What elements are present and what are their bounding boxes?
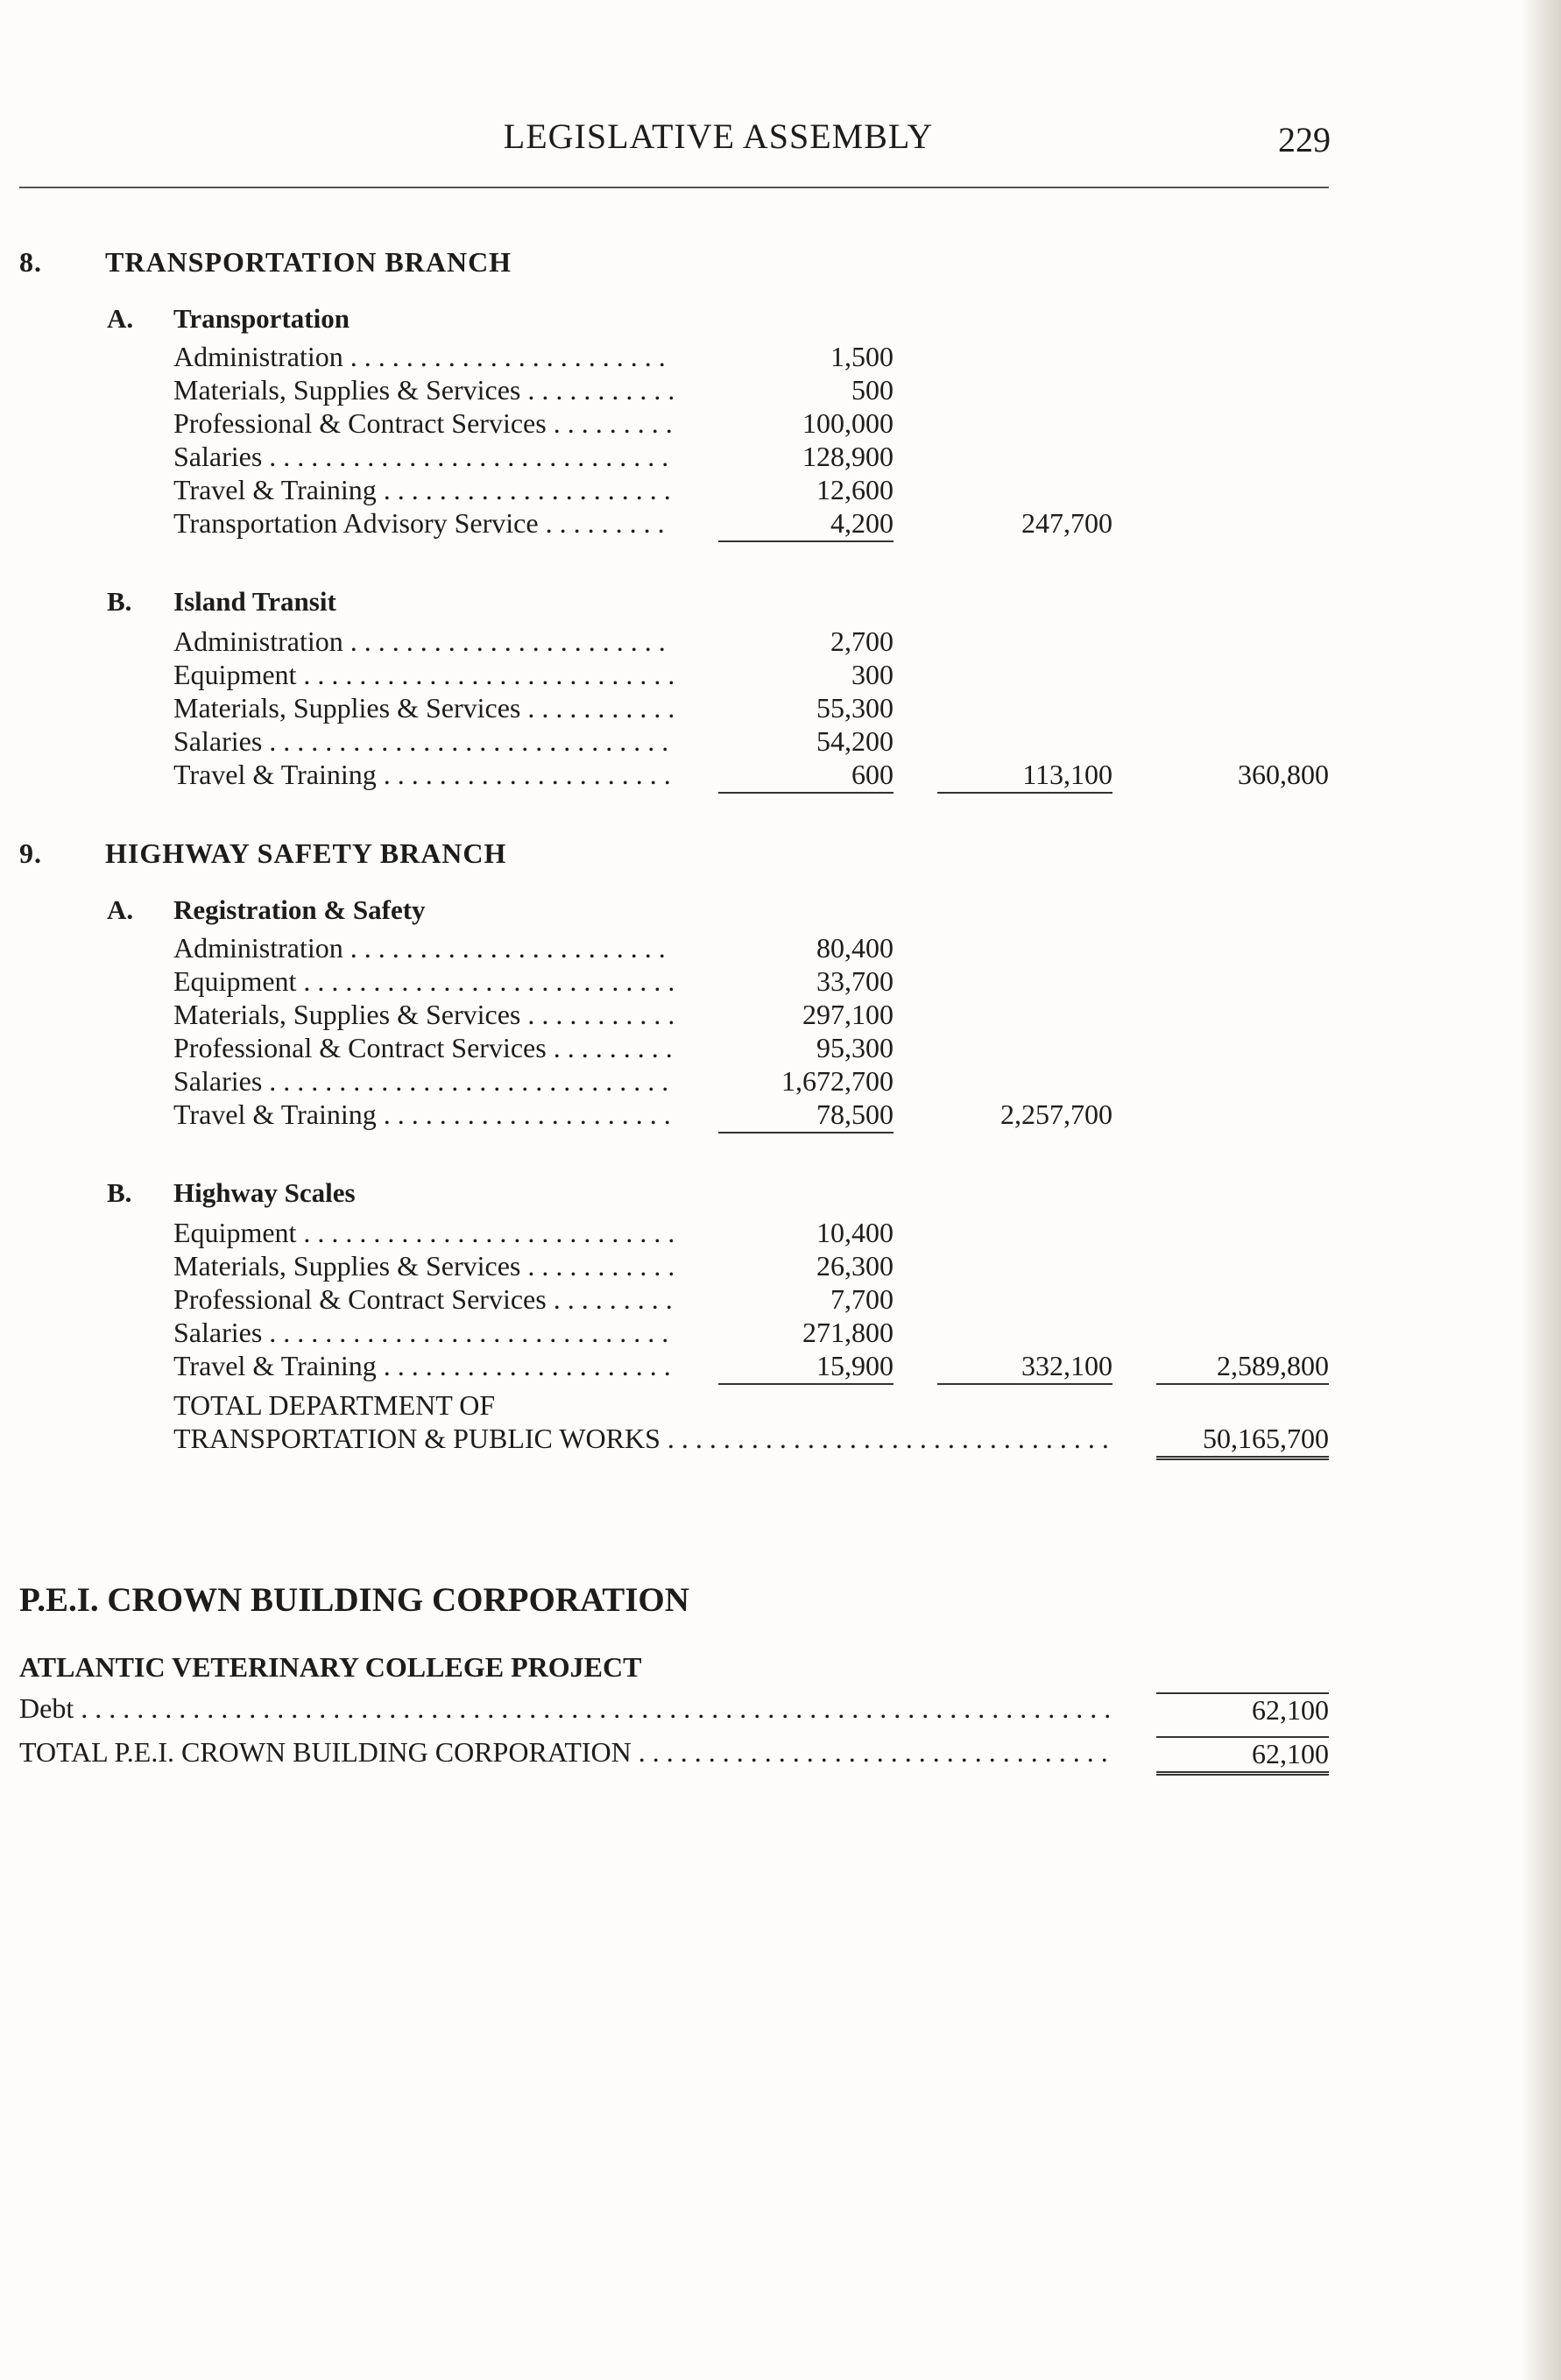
line-item-amount: 15,900 bbox=[718, 1350, 894, 1385]
line-item-label: Professional & Contract Services . . . bbox=[173, 1032, 673, 1065]
subsection-heading: Highway Scales bbox=[173, 1177, 356, 1208]
subsection-subtotal: 332,100 bbox=[937, 1350, 1112, 1385]
line-item-label: Equipment . . . bbox=[173, 659, 673, 692]
line-item-amount: 26,300 bbox=[816, 1250, 894, 1282]
running-header-title: LEGISLATIVE ASSEMBLY bbox=[503, 117, 934, 156]
line-item-label: Materials, Supplies & Services . . . bbox=[173, 1250, 673, 1283]
branch-total: 2,589,800 bbox=[1156, 1350, 1329, 1385]
line-item-label: Professional & Contract Services . . . bbox=[173, 1283, 673, 1317]
project-heading: ATLANTIC VETERINARY COLLEGE PROJECT bbox=[19, 1651, 642, 1683]
line-item-amount: 10,400 bbox=[816, 1217, 894, 1248]
line-item-amount: 78,500 bbox=[718, 1098, 894, 1134]
department-total-label-line2: TRANSPORTATION & PUBLIC WORKS . . . bbox=[173, 1423, 1111, 1456]
subsection-heading: Transportation bbox=[173, 303, 350, 334]
department-total-label-line1: TOTAL DEPARTMENT OF bbox=[173, 1389, 496, 1421]
line-item-amount: 2,700 bbox=[830, 625, 894, 657]
corporation-heading: P.E.I. CROWN BUILDING CORPORATION bbox=[19, 1581, 689, 1619]
line-item-amount: 1,500 bbox=[830, 341, 894, 372]
line-item-label: Travel & Training . . . bbox=[173, 1098, 673, 1132]
line-item-label: Salaries . . . bbox=[173, 441, 673, 474]
debt-amount: 62,100 bbox=[1156, 1692, 1329, 1727]
line-item-amount: 300 bbox=[851, 659, 894, 690]
line-item-label: Materials, Supplies & Services . . . bbox=[173, 999, 673, 1032]
subsection-letter: B. bbox=[107, 1177, 132, 1208]
line-item-label: Transportation Advisory Service . . . bbox=[173, 507, 673, 540]
subsection-subtotal: 247,700 bbox=[1021, 507, 1112, 539]
line-item-label: Materials, Supplies & Services . . . bbox=[173, 374, 673, 407]
section-heading: TRANSPORTATION BRANCH bbox=[105, 246, 512, 278]
header-rule bbox=[19, 187, 1329, 188]
line-item-amount: 500 bbox=[851, 374, 894, 406]
line-item-label: Travel & Training . . . bbox=[173, 474, 673, 507]
line-item-amount: 33,700 bbox=[816, 965, 894, 997]
branch-total: 360,800 bbox=[1238, 759, 1329, 790]
subsection-letter: A. bbox=[107, 894, 134, 925]
line-item-amount: 600 bbox=[718, 759, 894, 794]
line-item-label: Equipment . . . bbox=[173, 1217, 673, 1250]
line-item-label: Travel & Training . . . bbox=[173, 759, 673, 792]
line-item-amount: 95,300 bbox=[816, 1032, 894, 1063]
subsection-subtotal: 113,100 bbox=[937, 759, 1112, 794]
page-number: 229 bbox=[1278, 120, 1331, 159]
line-item-amount: 80,400 bbox=[816, 932, 894, 964]
department-total-amount: 50,165,700 bbox=[1156, 1423, 1329, 1460]
section-heading: HIGHWAY SAFETY BRANCH bbox=[105, 837, 507, 869]
line-item-label: Equipment . . . bbox=[173, 965, 673, 999]
line-item-amount: 271,800 bbox=[802, 1317, 894, 1348]
subsection-heading: Island Transit bbox=[173, 586, 336, 617]
section-number: 8. bbox=[19, 246, 42, 278]
line-item-amount: 7,700 bbox=[830, 1283, 894, 1315]
corporation-total-amount: 62,100 bbox=[1156, 1736, 1329, 1776]
line-item-label: Professional & Contract Services . . . bbox=[173, 407, 673, 441]
line-item-label: Administration . . . bbox=[173, 341, 673, 374]
subsection-letter: A. bbox=[107, 303, 134, 334]
line-item-amount: 54,200 bbox=[816, 725, 894, 757]
corporation-total-label: TOTAL P.E.I. CROWN BUILDING CORPORATION . . . bbox=[19, 1736, 1112, 1769]
line-item-amount: 297,100 bbox=[802, 999, 894, 1030]
line-item-amount: 4,200 bbox=[718, 507, 894, 542]
line-item-label: Salaries . . . bbox=[173, 1317, 673, 1350]
line-item-amount: 128,900 bbox=[802, 441, 894, 472]
subsection-letter: B. bbox=[107, 586, 132, 617]
debt-label: Debt . . . bbox=[19, 1692, 1112, 1726]
line-item-amount: 12,600 bbox=[816, 474, 894, 505]
line-item-amount: 55,300 bbox=[816, 692, 894, 724]
line-item-amount: 1,672,700 bbox=[781, 1065, 894, 1097]
line-item-label: Administration . . . bbox=[173, 625, 673, 659]
line-item-label: Travel & Training . . . bbox=[173, 1350, 673, 1383]
line-item-label: Administration . . . bbox=[173, 932, 673, 965]
line-item-amount: 100,000 bbox=[802, 407, 894, 439]
line-item-label: Materials, Supplies & Services . . . bbox=[173, 692, 673, 725]
section-number: 9. bbox=[19, 837, 42, 869]
subsection-heading: Registration & Safety bbox=[173, 894, 426, 925]
line-item-label: Salaries . . . bbox=[173, 725, 673, 759]
subsection-subtotal: 2,257,700 bbox=[1000, 1098, 1112, 1130]
line-item-label: Salaries . . . bbox=[173, 1065, 673, 1098]
